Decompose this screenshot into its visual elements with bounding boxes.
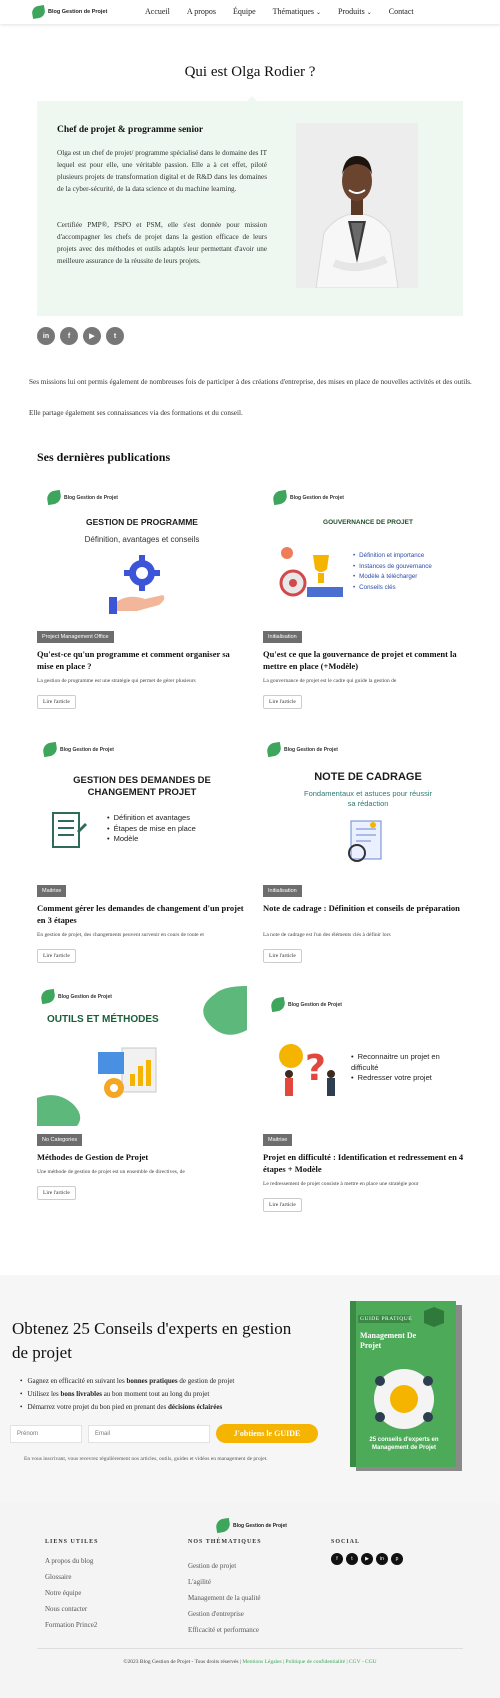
article-card	[37, 986, 247, 1226]
book-badge: GUIDE PRATIQUE	[360, 1316, 413, 1322]
footer-heading: SOCIAL	[331, 1539, 361, 1545]
article-card	[37, 737, 247, 977]
category-tag[interactable]: Initialisation	[263, 631, 302, 643]
footer-logo[interactable]: Blog Gestion de Projet	[216, 1519, 287, 1532]
page-title: Qui est Olga Rodier ?	[184, 64, 316, 80]
benefit-item: • Utilisez les bons livrables au bon moment tout au long du projet	[20, 1388, 234, 1401]
chevron-down-icon: ⌄	[366, 10, 372, 16]
footer-link[interactable]: Management de la qualité	[188, 1594, 261, 1602]
footer-themes-column	[188, 1539, 262, 1638]
thumb-heading: NOTE DE CADRAGE	[314, 771, 422, 783]
legal-links[interactable]: Mentions Légales | Politique de confidentialité | CGV - CGU	[242, 1659, 377, 1665]
youtube-icon[interactable]: ▶	[83, 327, 101, 345]
site-header	[0, 0, 500, 24]
thumb-heading: GESTION DES DEMANDES DE CHANGEMENT PROJET	[73, 775, 211, 798]
read-article-button[interactable]: Lire l'article	[37, 949, 76, 963]
book-title: Management De Projet	[360, 1331, 417, 1350]
nav-item-a-propos[interactable]: A propos	[186, 7, 216, 16]
benefit-item: • Démarrez votre projet du bon pied en prenant des décisions éclairées	[20, 1401, 234, 1414]
decorative-blob	[195, 986, 247, 1036]
footer-link[interactable]: Nous contacter	[45, 1605, 88, 1613]
nav-item-equipe[interactable]: Équipe	[233, 7, 256, 16]
get-guide-button[interactable]: J'obtiens le GUIDE	[216, 1424, 318, 1443]
svg-text:?: ?	[305, 1048, 326, 1089]
article-excerpt: La gestion de programme est une stratégie qui permet de gérer plusieurs	[37, 678, 196, 684]
footer-social-column	[331, 1539, 403, 1565]
twitter-icon[interactable]: t	[106, 327, 124, 345]
nav-item-accueil[interactable]: Accueil	[145, 7, 170, 16]
nav-item-produits[interactable]: Produits ⌄	[338, 7, 372, 16]
linkedin-icon[interactable]: in	[37, 327, 55, 345]
article-title[interactable]: Méthodes de Gestion de Projet	[37, 1152, 149, 1162]
read-article-button[interactable]: Lire l'article	[263, 949, 302, 963]
article-excerpt: La gouvernance de projet est le cadre qui guide la gestion de	[263, 678, 397, 684]
article-excerpt: En gestion de projet, des changements peuvent survenir en cours de route et	[37, 932, 204, 938]
author-photo	[296, 123, 418, 288]
main-nav	[145, 7, 414, 16]
category-tag[interactable]: Maitrise	[37, 885, 66, 897]
thumb-subheading: Fondamentaux et astuces pour réussir sa rédaction	[304, 789, 432, 808]
footer-link[interactable]: Gestion de projet	[188, 1562, 237, 1570]
benefit-item: • Gagnez en efficacité en suivant les bonnes pratiques de gestion de projet	[20, 1375, 234, 1388]
gear-hand-icon	[107, 551, 177, 616]
footer-link[interactable]: Formation Prince2	[45, 1621, 98, 1629]
footer-heading: NOS THÉMATIQUES	[188, 1539, 262, 1545]
publications-title: Ses dernières publications	[37, 450, 171, 464]
cta-benefits	[20, 1375, 234, 1414]
leaf-logo-icon	[272, 490, 288, 505]
article-title[interactable]: Comment gérer les demandes de changement d'un projet en 3 étapes	[37, 903, 244, 925]
read-article-button[interactable]: Lire l'article	[37, 1186, 76, 1200]
chevron-down-icon: ⌄	[316, 10, 322, 16]
read-article-button[interactable]: Lire l'article	[263, 1198, 302, 1212]
footer-links-column	[45, 1539, 99, 1633]
thumb-bullets: • Définition et importance • Instances de gouvernance • Modèle à télécharger • Conseils clés	[353, 551, 432, 593]
thumb-heading: OUTILS ET MÉTHODES	[47, 1014, 159, 1025]
article-card	[263, 737, 473, 977]
lead-magnet-section	[0, 1275, 500, 1503]
author-socials	[37, 327, 124, 345]
trophy-target-icon	[277, 543, 347, 603]
people-question-icon	[275, 1040, 345, 1110]
leaf-logo-icon	[270, 997, 286, 1012]
bio-paragraph-2: Certifiée PMP®, PSPO et PSM, elle s'est donnée pour mission d'accompagner les chefs de projet dans la gestion efficace de leurs projets avec des méthodes et outils adaptés leur permettant d'avoir une meilleure assurance de la réussite de leurs projets.	[57, 221, 267, 265]
thumb-bullets: • Reconnaitre un projet en difficulté • Redresser votre projet	[351, 1052, 469, 1084]
youtube-icon[interactable]: ▶	[361, 1553, 373, 1565]
footer-link[interactable]: L'agilité	[188, 1578, 212, 1586]
category-tag[interactable]: Maitrise	[263, 1134, 292, 1146]
facebook-icon[interactable]: f	[60, 327, 78, 345]
article-excerpt: Le redressement de projet consiste à mettre en place une stratégie pour	[263, 1181, 419, 1187]
leaf-logo-icon	[42, 742, 58, 757]
bio-role: Chef de projet & programme senior	[57, 125, 204, 135]
linkedin-icon[interactable]: in	[376, 1553, 388, 1565]
twitter-icon[interactable]: t	[346, 1553, 358, 1565]
category-tag[interactable]: Project Management Office	[37, 631, 114, 643]
book-subtitle: 25 conseils d'experts en Management de Projet	[369, 1437, 439, 1451]
article-card	[37, 483, 247, 723]
category-tag[interactable]: No Categories	[37, 1134, 82, 1146]
logo-text: Blog Gestion de Projet	[48, 8, 108, 15]
cta-title: Obtenez 25 Conseils d'experts en gestion de projet	[12, 1319, 292, 1362]
footer-link[interactable]: Notre équipe	[45, 1589, 82, 1597]
footer-divider	[37, 1648, 463, 1649]
clipboard-icon	[49, 809, 89, 851]
footer-social-icons	[331, 1553, 403, 1565]
article-excerpt: La note de cadrage est l'un des éléments clés à définir lors	[263, 932, 391, 938]
article-card	[263, 483, 473, 723]
category-tag[interactable]: Initialisation	[263, 885, 302, 897]
site-logo[interactable]	[32, 5, 107, 18]
article-title[interactable]: Projet en difficulté : Identification et redressement en 4 étapes + Modèle	[263, 1152, 464, 1174]
leaf-logo-icon	[215, 1518, 231, 1533]
leaf-logo-icon	[31, 4, 46, 18]
article-thumbnail[interactable]: Blog Gestion de Projet ? • Reconnaitre un projet en difficulté • Redresser votre projet	[263, 986, 473, 1126]
article-thumbnail[interactable]: Blog Gestion de Projet GESTION DE PROGRAMME Définition, avantages et conseils	[37, 483, 247, 623]
leaf-logo-icon	[40, 989, 56, 1004]
nav-item-thematiques[interactable]: Thématiques ⌄	[272, 7, 322, 16]
firstname-field[interactable]: Prénom	[10, 1425, 82, 1443]
guide-book-cover	[350, 1301, 468, 1476]
document-icon	[343, 817, 393, 867]
article-thumbnail[interactable]: Blog Gestion de Projet GOUVERNANCE DE PROJET • Définition et importance • Instances de gouvernance • Modèle à télécharger • Conseils clés	[263, 483, 473, 623]
tools-methods-icon	[92, 1042, 162, 1104]
article-title[interactable]: Note de cadrage : Définition et conseils de préparation	[263, 903, 460, 913]
decorative-blob	[37, 1094, 83, 1126]
article-card	[263, 986, 473, 1236]
thumb-heading: GESTION DE PROGRAMME	[86, 517, 198, 527]
pinterest-icon[interactable]: p	[391, 1553, 403, 1565]
article-excerpt: Une méthode de gestion de projet est un ensemble de directives, de	[37, 1169, 185, 1175]
intro-paragraph-1: Ses missions lui ont permis également de nombreuses fois de participer à des créations d'entreprise, des mises en place de nouvelles activités et des outils.	[29, 378, 472, 386]
footer-link[interactable]: Glossaire	[45, 1573, 72, 1581]
article-thumbnail[interactable]: Blog Gestion de Projet GESTION DES DEMANDES DE CHANGEMENT PROJET • Définition et avantages • Étapes de mise en place • Modèle	[37, 737, 247, 877]
thumb-subheading: Définition, avantages et conseils	[84, 535, 200, 544]
footer-link[interactable]: Gestion d'entreprise	[188, 1610, 244, 1618]
facebook-icon[interactable]: f	[331, 1553, 343, 1565]
thumb-bullets: • Définition et avantages • Étapes de mise en place • Modèle	[107, 813, 196, 845]
thumb-heading: GOUVERNANCE DE PROJET	[323, 519, 413, 526]
leaf-logo-icon	[46, 490, 62, 505]
site-footer	[0, 1503, 500, 1698]
read-article-button[interactable]: Lire l'article	[263, 695, 302, 709]
footer-link[interactable]: A propos du blog	[45, 1557, 94, 1565]
article-thumbnail[interactable]: Blog Gestion de Projet NOTE DE CADRAGE Fondamentaux et astuces pour réussir sa rédaction	[263, 737, 473, 877]
email-field[interactable]: Email	[88, 1425, 210, 1443]
nav-item-contact[interactable]: Contact	[388, 7, 414, 16]
leaf-logo-icon	[266, 742, 282, 757]
article-title[interactable]: Qu'est-ce qu'un programme et comment organiser sa mise en place ?	[37, 649, 230, 671]
article-title[interactable]: Qu'est ce que la gouvernance de projet et comment la mettre en place (+Modèle)	[263, 649, 457, 671]
bio-card	[37, 101, 463, 316]
read-article-button[interactable]: Lire l'article	[37, 695, 76, 709]
intro-paragraph-2: Elle partage également ses connaissances via des formations et du conseil.	[29, 409, 243, 417]
article-thumbnail[interactable]: Blog Gestion de Projet OUTILS ET MÉTHODES	[37, 986, 247, 1126]
bio-paragraph-1: Olga est un chef de projet/ programme spécialisé dans le domaine des IT lequel est pour elle, une véritable passion. Elle a à cet effet, piloté plusieurs projets de transformation digital et de R&D dans les domaines de la cyber-sécurité, de la data science et du machine learning.	[57, 149, 267, 193]
copyright: ©2023 Blog Gestion de Projet - Tous droits réservés | Mentions Légales | Politique de confidentialité | CGV - CGU	[123, 1659, 377, 1665]
footer-link[interactable]: Efficacité et performance	[188, 1626, 259, 1634]
cta-note: En vous inscrivant, vous recevrez régulièrement nos articles, outils, guides et vidéos en management de projet.	[24, 1456, 268, 1462]
footer-heading: LIENS UTILES	[45, 1539, 99, 1545]
